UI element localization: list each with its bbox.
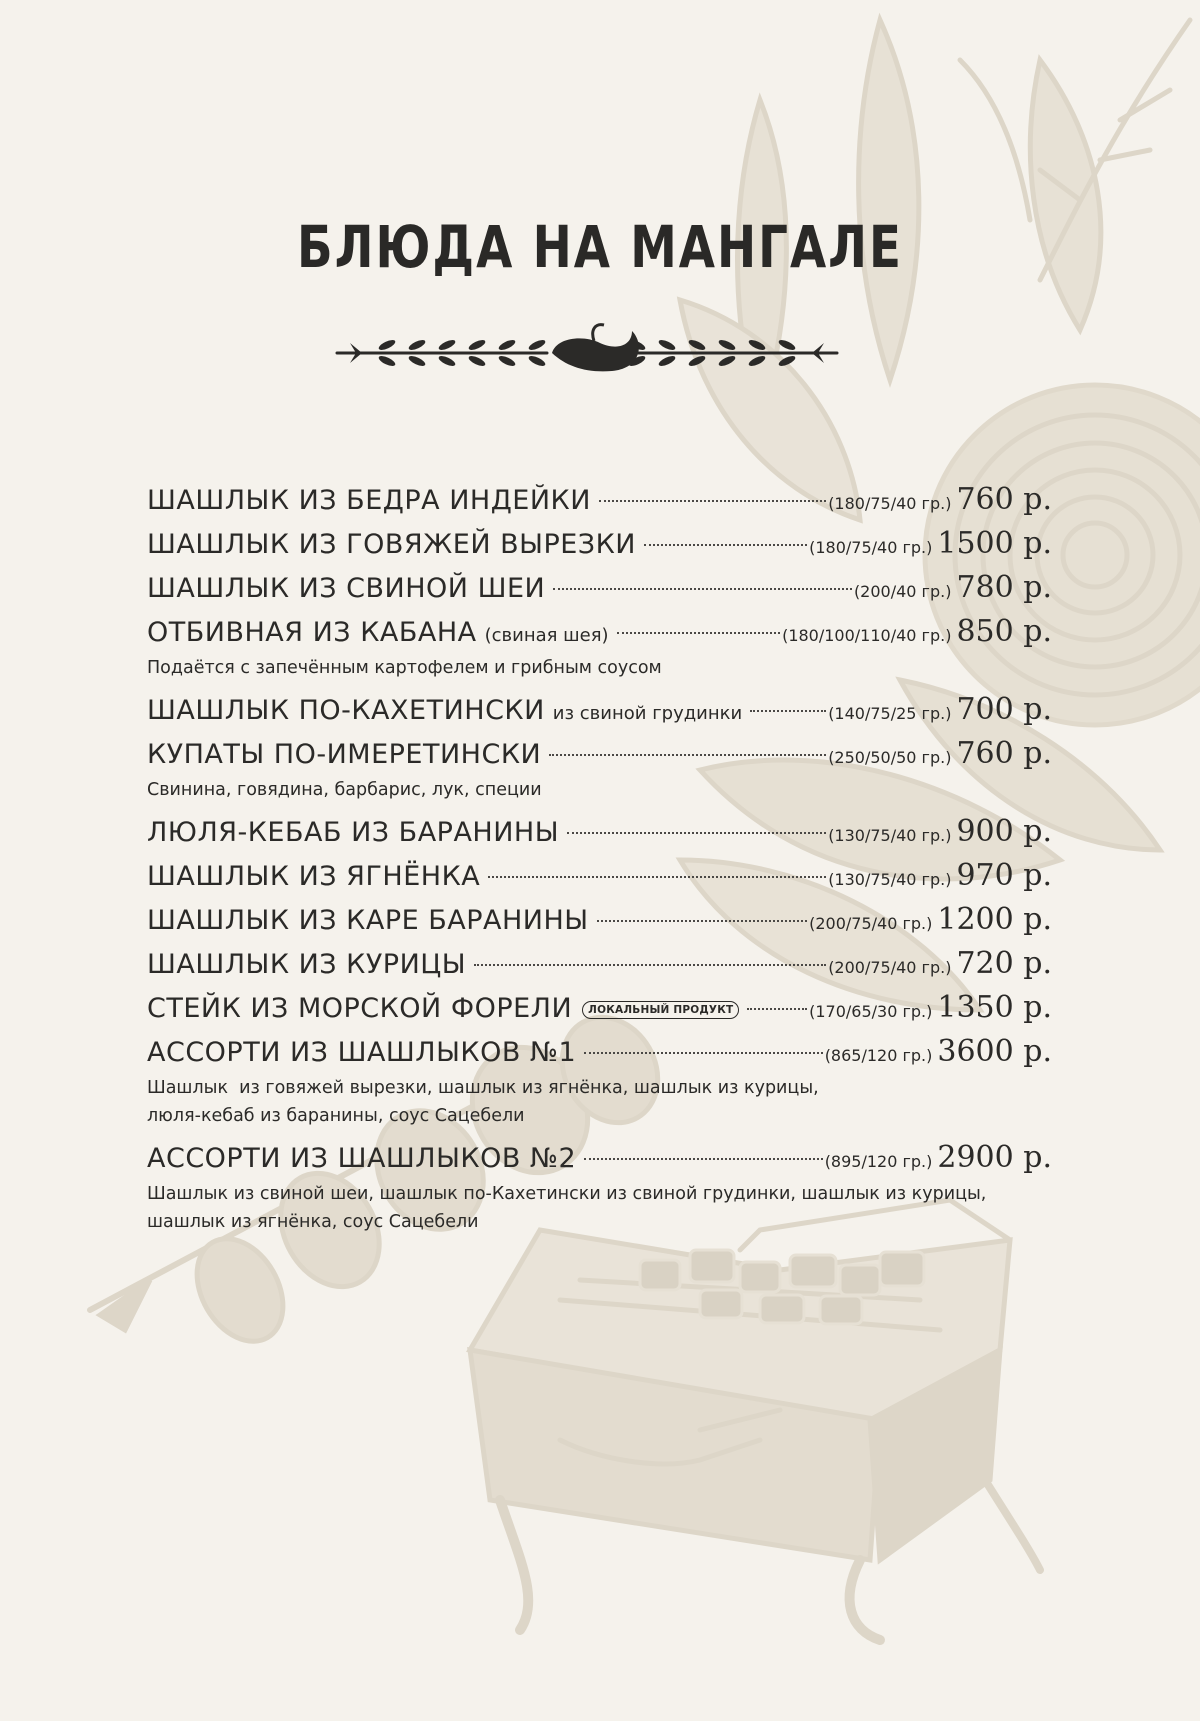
menu-item <box>147 1030 1052 1130</box>
item-price: 1350 р. <box>937 990 1052 1025</box>
item-name: ШАШЛЫК ИЗ БЕДРА ИНДЕЙКИ <box>147 485 591 516</box>
item-weight: (180/75/40 гр.) <box>809 538 933 557</box>
item-name: ШАШЛЫК ИЗ ЯГНЁНКА <box>147 861 481 892</box>
item-weight: (130/75/40 гр.) <box>828 826 952 845</box>
local-product-badge: ЛОКАЛЬНЫЙ ПРОДУКТ <box>582 1001 739 1019</box>
menu-item <box>147 610 1052 682</box>
menu-item <box>147 566 1052 610</box>
item-name: ШАШЛЫК ИЗ СВИНОЙ ШЕИ <box>147 573 546 604</box>
menu-item-row <box>147 898 1052 942</box>
menu-item-row <box>147 854 1052 898</box>
menu-item-row <box>147 566 1052 610</box>
item-name: КУПАТЫ ПО-ИМЕРЕТИНСКИ <box>147 739 542 770</box>
menu-item-row <box>147 688 1052 732</box>
dot-leader <box>597 920 807 922</box>
menu-item-row <box>147 478 1052 522</box>
item-note: (свиная шея) <box>484 625 609 646</box>
chili-pepper-laurel-ornament-icon <box>332 323 842 383</box>
item-description: Шашлык из свиной шеи, шашлык по-Кахетински из свиной грудинки, шашлык из курицы, шашлык из ягнёнка, соус Сацебели <box>147 1184 987 1232</box>
item-name: ШАШЛЫК ИЗ КУРИЦЫ <box>147 949 467 980</box>
menu-item-row <box>147 732 1052 776</box>
menu-item <box>147 898 1052 942</box>
dot-leader <box>644 544 807 546</box>
item-weight: (200/40 гр.) <box>853 582 952 601</box>
item-name: ШАШЛЫК ИЗ КАРЕ БАРАНИНЫ <box>147 905 589 936</box>
item-price: 760 р. <box>956 482 1052 517</box>
item-name: ЛЮЛЯ-КЕБАБ ИЗ БАРАНИНЫ <box>147 817 560 848</box>
item-weight: (895/120 гр.) <box>824 1152 933 1171</box>
menu-item-row <box>147 810 1052 854</box>
item-price: 2900 р. <box>937 1140 1052 1175</box>
item-weight: (250/50/50 гр.) <box>828 748 952 767</box>
menu-item <box>147 986 1052 1030</box>
item-price: 780 р. <box>956 570 1052 605</box>
menu-item-row <box>147 610 1052 654</box>
item-weight: (865/120 гр.) <box>824 1046 933 1065</box>
menu-item <box>147 810 1052 854</box>
dot-leader <box>567 832 826 834</box>
menu-item <box>147 522 1052 566</box>
item-name: АССОРТИ ИЗ ШАШЛЫКОВ №2 <box>147 1143 577 1174</box>
menu-item-row <box>147 1030 1052 1074</box>
item-weight: (180/100/110/40 гр.) <box>782 626 952 645</box>
dot-leader <box>750 710 826 712</box>
item-description: Шашлык из говяжей вырезки, шашлык из ягнёнка, шашлык из курицы, люля-кебаб из баранины, соус Сацебели <box>147 1078 819 1126</box>
item-weight: (180/75/40 гр.) <box>828 494 952 513</box>
dot-leader <box>584 1158 822 1160</box>
item-weight: (200/75/40 гр.) <box>828 958 952 977</box>
item-weight: (130/75/40 гр.) <box>828 870 952 889</box>
item-name: ОТБИВНАЯ ИЗ КАБАНА <box>147 617 477 648</box>
menu-item-row <box>147 942 1052 986</box>
dot-leader <box>617 632 780 634</box>
menu-item-row <box>147 522 1052 566</box>
dot-leader <box>584 1052 822 1054</box>
menu-item <box>147 854 1052 898</box>
menu-item <box>147 942 1052 986</box>
item-name: АССОРТИ ИЗ ШАШЛЫКОВ №1 <box>147 1037 577 1068</box>
item-price: 850 р. <box>956 614 1052 649</box>
dot-leader <box>553 588 852 590</box>
item-price: 900 р. <box>956 814 1052 849</box>
item-name: ШАШЛЫК ПО-КАХЕТИНСКИ <box>147 695 545 726</box>
item-weight: (140/75/25 гр.) <box>828 704 952 723</box>
dot-leader <box>747 1008 807 1010</box>
menu-item <box>147 732 1052 804</box>
item-price: 970 р. <box>956 858 1052 893</box>
item-weight: (170/65/30 гр.) <box>809 1002 933 1021</box>
menu-item-row <box>147 1136 1052 1180</box>
item-price: 3600 р. <box>937 1034 1052 1069</box>
item-note: из свиной грудинки <box>552 703 743 724</box>
item-description: Подаётся с запечённым картофелем и грибным соусом <box>147 658 662 678</box>
menu-item <box>147 1136 1052 1236</box>
dot-leader <box>599 500 826 502</box>
menu-item-row <box>147 986 1052 1030</box>
menu-item <box>147 478 1052 522</box>
dot-leader <box>488 876 826 878</box>
menu-item <box>147 688 1052 732</box>
item-name: СТЕЙК ИЗ МОРСКОЙ ФОРЕЛИ <box>147 993 573 1024</box>
item-price: 1200 р. <box>937 902 1052 937</box>
item-name: ШАШЛЫК ИЗ ГОВЯЖЕЙ ВЫРЕЗКИ <box>147 529 636 560</box>
dot-leader <box>549 754 826 756</box>
item-weight: (200/75/40 гр.) <box>809 914 933 933</box>
item-price: 700 р. <box>956 692 1052 727</box>
item-price: 720 р. <box>956 946 1052 981</box>
item-description: Свинина, говядина, барбарис, лук, специи <box>147 780 542 800</box>
item-price: 760 р. <box>956 736 1052 771</box>
dot-leader <box>474 964 826 966</box>
menu-list <box>147 478 1052 1242</box>
item-price: 1500 р. <box>937 526 1052 561</box>
page-title: БЛЮДА НА МАНГАЛЕ <box>297 214 903 282</box>
